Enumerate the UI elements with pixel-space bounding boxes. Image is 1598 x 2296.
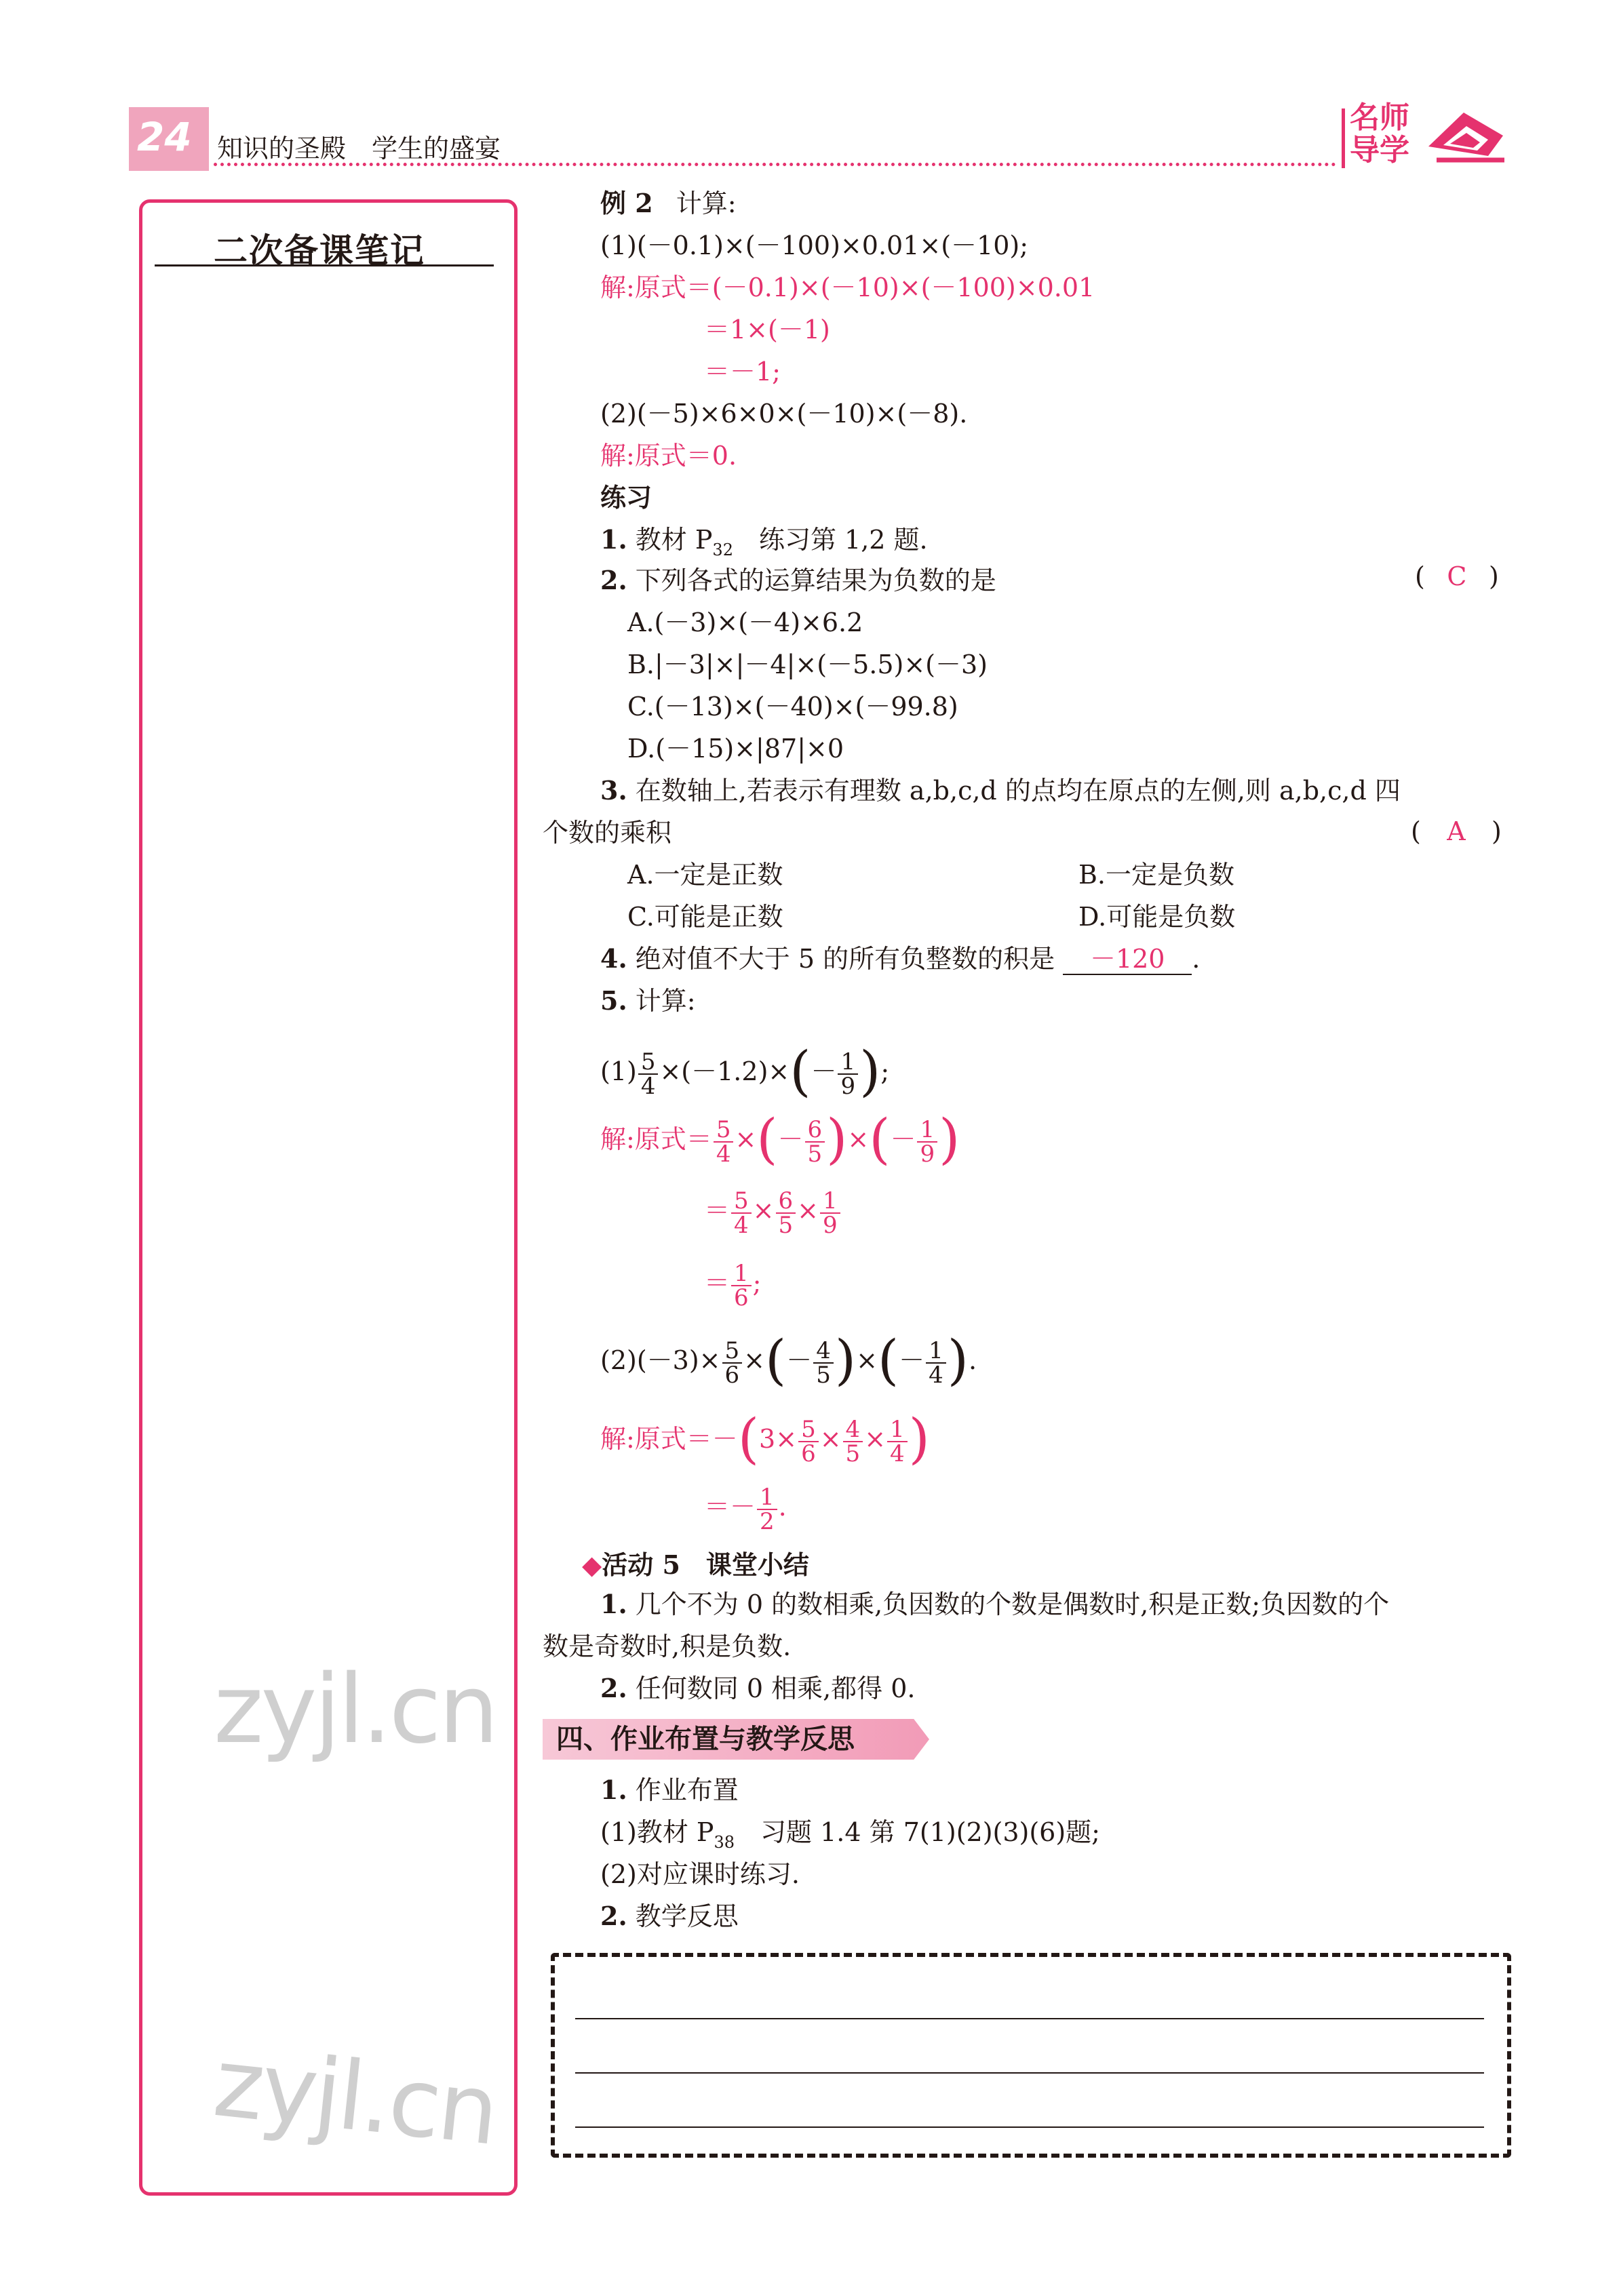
p5-solution-1-line-2: ＝ $\frac{5}{4}$ × $\frac{6}{5}$ × $\frac{1}{9}$ [704, 1176, 842, 1244]
item-end: . [1192, 944, 1201, 974]
example-solution-1-line-3: ＝－1; [704, 357, 781, 387]
homework-item-2: (2)对应课时练习. [600, 1859, 800, 1889]
bracket-open: ( [1415, 561, 1425, 591]
option-a: A.(－3)×(－4)×6.2 [627, 608, 863, 637]
bracket-close: ) [1492, 816, 1502, 846]
writing-line [575, 2072, 1484, 2074]
option-d: D.(－15)×|87|×0 [627, 734, 844, 764]
item-text: 下列各式的运算结果为负数的是 [635, 566, 996, 595]
sidebar-title-underline [155, 264, 494, 266]
page-number: 24 [137, 114, 192, 160]
answer-choice: C [1447, 561, 1467, 591]
option-b: B.|－3|×|－4|×(－5.5)×(－3) [627, 650, 988, 679]
option-a: A.一定是正数 [627, 860, 783, 890]
question-prefix: (2)(－3)× [600, 1345, 721, 1375]
header-slogan: 知识的圣殿 学生的盛宴 [217, 134, 501, 163]
item-text: 作业布置 [635, 1775, 739, 1805]
reflection-writing-box[interactable] [551, 1953, 1511, 2158]
summary-item-1-line-2: 数是奇数时,积是负数. [543, 1631, 792, 1661]
homework-heading [600, 1773, 739, 1807]
item-number: 5. [600, 985, 627, 1016]
example-title-line [600, 186, 737, 220]
practice-heading: 练习 [600, 482, 652, 513]
option-c: C.(－13)×(－40)×(－99.8) [627, 692, 958, 721]
sidebar-title: 二次备课笔记 [214, 231, 425, 271]
sidebar-notes-box [139, 199, 518, 2196]
brand-emblem-icon [1423, 106, 1515, 171]
item-text: 几个不为 0 的数相乘,负因数的个数是偶数时,积是正数;负因数的个 [635, 1589, 1390, 1619]
item-text: 任何数同 0 相乘,都得 0. [635, 1674, 916, 1703]
brand-logo [1350, 102, 1526, 176]
example-label: 例 2 [600, 188, 653, 218]
item-number: 2. [600, 1901, 627, 1931]
header-dotted-rule [214, 163, 1336, 166]
p5-solution-1-line-3: ＝ $\frac{1}{6}$ ; [704, 1259, 762, 1311]
answer-choice: A [1447, 816, 1466, 846]
practice-item-3-line-2: 个数的乘积 [543, 818, 672, 848]
item-number: 4. [600, 943, 627, 974]
p5-question-1: (1) $\frac{5}{4}$ ×(－1.2)×(－ $\frac{1}{9}$ ); [600, 1039, 890, 1103]
item-text: 练习第 1,2 题. [733, 525, 928, 555]
activity-5-heading [582, 1548, 809, 1582]
p5-solution-2-line-1: 解:原式＝－(3× $\frac{5}{6}$ × $\frac{4}{5}$ × $\frac{1}{4}$ ) [600, 1406, 930, 1470]
summary-item-1-line-1 [600, 1587, 1389, 1621]
practice-item-1 [600, 523, 928, 560]
reflection-heading [600, 1899, 739, 1933]
question-prefix: (1) [600, 1056, 637, 1086]
example-solution-1-line-2: ＝1×(－1) [704, 315, 830, 344]
item-number: 1. [600, 1589, 627, 1619]
summary-item-2 [600, 1671, 916, 1705]
item-text: 计算: [635, 986, 696, 1016]
solution-label: 解:原式＝－ [600, 1424, 738, 1454]
bracket-open: ( [1411, 816, 1421, 846]
header-brand-bar [1342, 108, 1345, 168]
item-text: 教学反思 [635, 1901, 739, 1931]
fraction-5-4: $\frac{5}{4}$ [638, 1050, 659, 1098]
p5-solution-1-line-1: 解:原式＝ $\frac{5}{4}$ ×(－ $\frac{6}{5}$ )×(－ $\frac{1}{9}$ ) [600, 1107, 960, 1170]
example-solution-1-line-1: 解:原式＝(－0.1)×(－10)×(－100)×0.01 [600, 273, 1095, 302]
page-number-badge [129, 107, 209, 171]
item-number: 1. [600, 1775, 627, 1805]
example-question-2: (2)(－5)×6×0×(－10)×(－8). [600, 399, 968, 429]
example-question-1: (1)(－0.1)×(－100)×0.01×(－10); [600, 231, 1029, 260]
item-subscript: 38 [714, 1833, 735, 1852]
item-number: 2. [600, 1673, 627, 1703]
practice-item-4 [600, 942, 1200, 976]
practice-item-2 [600, 563, 996, 597]
writing-line [575, 2018, 1484, 2019]
option-c: C.可能是正数 [627, 902, 783, 932]
item-number: 2. [600, 565, 627, 595]
practice-item-5 [600, 984, 696, 1018]
answer-bracket-2 [1415, 559, 1499, 593]
item-text: 在数轴上,若表示有理数 a,b,c,d 的点均在原点的左侧,则 a,b,c,d 四 [635, 776, 1401, 806]
p5-question-2: (2)(－3)× $\frac{5}{6}$ ×(－ $\frac{4}{5}$ )×(－ $\frac{1}{4}$ ). [600, 1328, 977, 1391]
diamond-bullet-icon: ◆ [582, 1550, 602, 1580]
writing-line [575, 2126, 1484, 2128]
practice-item-3-line-1 [600, 774, 1401, 808]
homework-item-1 [600, 1815, 1100, 1853]
bracket-close: ) [1489, 561, 1499, 591]
solution-label: 解:原式＝ [600, 1124, 712, 1154]
fill-blank-answer: －120 [1063, 944, 1192, 975]
item-text: 教材 P [635, 525, 713, 555]
item-text: 习题 1.4 第 7(1)(2)(3)(6)题; [735, 1817, 1100, 1847]
p5-solution-2-line-2: ＝－ $\frac{1}{2}$ . [704, 1483, 787, 1535]
option-b: B.一定是负数 [1078, 860, 1235, 890]
brand-text-top: 名师 [1350, 100, 1409, 135]
section-banner-title: 四、作业布置与教学反思 [556, 1723, 855, 1755]
watermark-text: zyjl.cn [208, 2027, 502, 2167]
example-instruction: 计算: [676, 189, 737, 218]
activity-title: 活动 5 课堂小结 [602, 1549, 809, 1580]
fraction-1-9: $\frac{1}{9}$ [838, 1050, 858, 1098]
watermark-text: zyjl.cn [214, 1655, 496, 1765]
item-number: 3. [600, 775, 627, 806]
item-text: 绝对值不大于 5 的所有负整数的积是 [635, 944, 1055, 974]
option-d: D.可能是负数 [1078, 902, 1236, 932]
item-text: (1)教材 P [600, 1817, 714, 1847]
example-solution-2: 解:原式＝0. [600, 441, 737, 471]
item-subscript: 32 [712, 540, 733, 559]
answer-bracket-3 [1411, 814, 1502, 848]
item-number: 1. [600, 524, 627, 555]
brand-text-bottom: 导学 [1350, 133, 1409, 167]
